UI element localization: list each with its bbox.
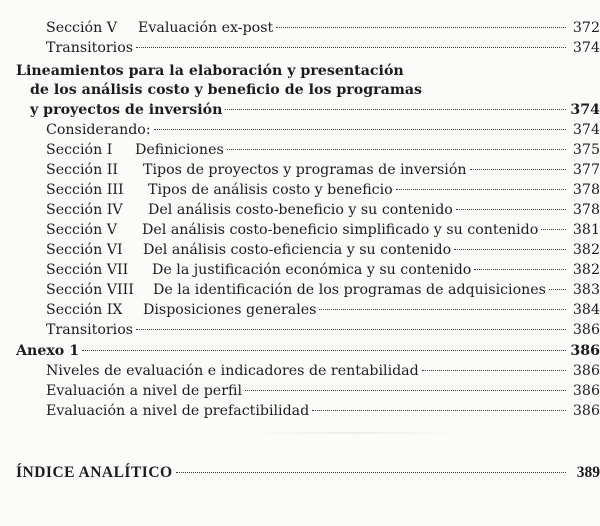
dot-leader [470, 169, 566, 170]
page-number: 378 [572, 202, 600, 218]
dot-leader [422, 370, 566, 371]
toc-entry [0, 402, 600, 420]
page-number: 386 [572, 383, 600, 399]
dot-leader [176, 472, 566, 473]
toc-entry [0, 161, 600, 179]
section-number: Sección V [46, 20, 117, 36]
entry-title: Del análisis costo-eficiencia y su contenido [143, 242, 452, 258]
entry-title: Niveles de evaluación e indicadores de rentabilidad [46, 363, 419, 379]
entry-title: Definiciones [135, 142, 224, 158]
dot-leader [312, 410, 566, 411]
toc-entry-indice-analitico [0, 464, 600, 482]
chapter-heading-line-3: y proyectos de inversión [30, 102, 223, 118]
section-number: Sección IV [46, 202, 123, 218]
section-number: Sección III [46, 182, 124, 198]
toc-entry [0, 221, 600, 239]
section-number: Sección IX [46, 302, 123, 318]
toc-entry-transitorios [0, 321, 600, 339]
dot-leader [227, 149, 566, 150]
dot-leader [541, 229, 566, 230]
dot-leader [549, 289, 566, 290]
dot-leader [396, 189, 566, 190]
entry-title: De la identificación de los programas de adquisiciones [153, 282, 546, 298]
entry-title: Considerando: [46, 122, 151, 138]
section-number: Sección V [46, 222, 117, 238]
page-number: 384 [572, 302, 600, 318]
section-number: Sección VII [46, 262, 129, 278]
dot-leader [319, 309, 566, 310]
toc-entry [0, 362, 600, 380]
page-number: 375 [572, 142, 600, 158]
entry-title: Evaluación ex-post [138, 20, 274, 36]
toc-entry-considerando [0, 121, 600, 139]
page-number: 374 [572, 40, 600, 56]
toc-entry-seccion-v-evaluacion [0, 19, 600, 37]
dot-leader [136, 329, 566, 330]
dot-leader [154, 129, 566, 130]
page-number: 382 [572, 262, 600, 278]
page-number: 386 [572, 322, 600, 338]
entry-title: Evaluación a nivel de prefactibilidad [46, 403, 310, 419]
toc-entry-anexo [0, 342, 600, 360]
dot-leader [276, 27, 566, 28]
entry-title: De la justificación económica y su contenido [152, 262, 472, 278]
toc-entry [0, 301, 600, 319]
entry-title: Evaluación a nivel de perfil [46, 383, 242, 399]
page-number: 372 [572, 20, 600, 36]
page-number: 381 [572, 222, 600, 238]
toc-entry [0, 382, 600, 400]
section-number: Sección I [46, 142, 113, 158]
page-number: 389 [576, 464, 600, 481]
chapter-heading-line-1: Lineamientos para la elaboración y presentación [16, 63, 404, 79]
page-number: 377 [572, 162, 600, 178]
toc-entry [0, 261, 600, 279]
page-number: 386 [570, 343, 600, 359]
entry-title: Transitorios [46, 40, 134, 56]
section-number: Sección II [46, 162, 118, 178]
toc-entry [0, 181, 600, 199]
dot-leader [245, 390, 566, 391]
page-number: 386 [572, 363, 600, 379]
page-number: 382 [572, 242, 600, 258]
entry-title: Del análisis costo-beneficio y su contenido [148, 202, 453, 218]
toc-entry [0, 201, 600, 219]
entry-title: Anexo 1 [16, 343, 80, 359]
dot-leader [82, 350, 566, 351]
dot-leader [454, 249, 566, 250]
toc-entry [0, 241, 600, 259]
page-number: 386 [572, 403, 600, 419]
toc-entry-transitorios [0, 39, 600, 57]
section-number: Sección VIII [46, 282, 134, 298]
toc-entry [0, 281, 600, 299]
entry-title: Del análisis costo-beneficio simplificado y su contenido [142, 222, 539, 238]
chapter-heading-line-2: de los análisis costo y beneficio de los programas [30, 82, 423, 98]
toc-entry [0, 141, 600, 159]
entry-title: ÍNDICE ANALÍTICO [16, 464, 173, 481]
toc-entry-lineamientos [0, 101, 600, 119]
dot-leader [474, 269, 566, 270]
page-number: 383 [572, 282, 600, 298]
page-number: 378 [572, 182, 600, 198]
page-number: 374 [570, 102, 600, 118]
page-number: 374 [572, 122, 600, 138]
entry-title: Transitorios [46, 322, 134, 338]
dot-leader [225, 109, 566, 110]
entry-title: Tipos de proyectos y programas de inversión [143, 162, 467, 178]
entry-title: Disposiciones generales [143, 302, 317, 318]
dot-leader [456, 209, 566, 210]
section-number: Sección VI [46, 242, 123, 258]
entry-title: Tipos de análisis costo y beneficio [148, 182, 393, 198]
bleed-through-shadow [250, 432, 460, 434]
dot-leader [136, 47, 566, 48]
